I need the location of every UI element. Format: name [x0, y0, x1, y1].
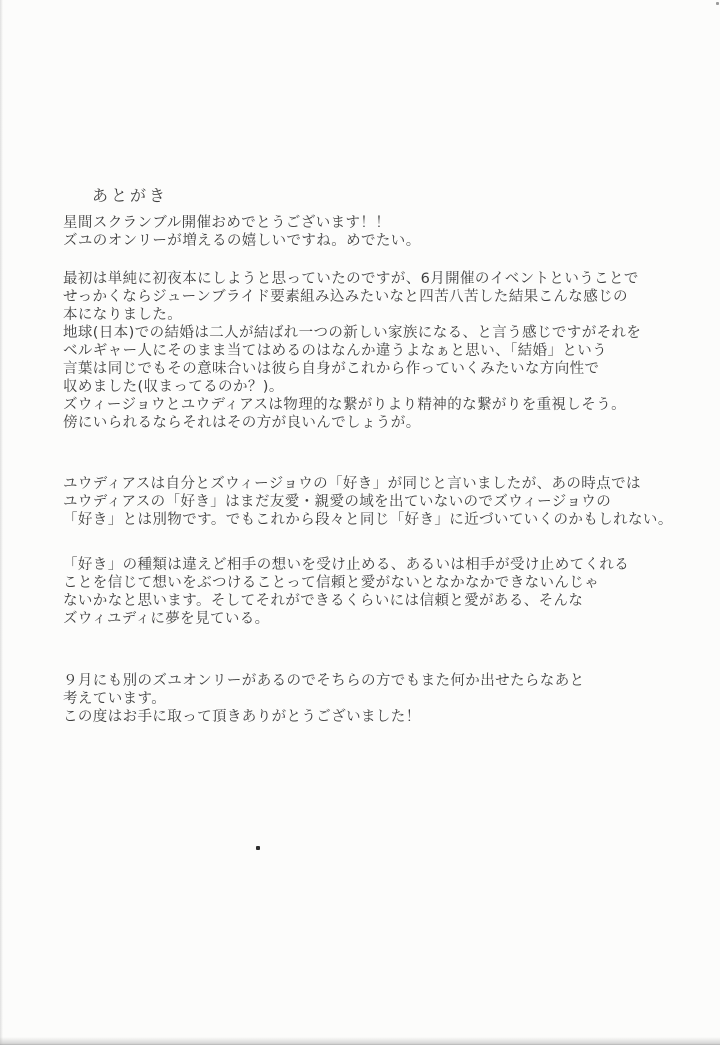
ink-speck	[256, 846, 260, 850]
paragraph-trust	[63, 556, 690, 628]
scan-speck-top-right	[716, 2, 719, 5]
text-line: 傍にいられるならそれはその方が良いんでしょうが。	[63, 415, 421, 431]
text-line: 考えています。	[63, 691, 167, 707]
text-line: 最初は単純に初夜本にしようと思っていたのですが、6月開催のイベントということで	[63, 271, 639, 287]
text-line: ことを信じて想いをぶつけることって信頼と愛がないとなかなかできないんじゃ	[63, 575, 600, 591]
text-line: ９月にも別のズユオンリーがあるのでそちらの方でもまた何か出せたらなあと	[63, 673, 585, 689]
scan-edge-bottom	[0, 1037, 720, 1045]
paragraph-suki	[63, 475, 690, 529]
paragraph-greeting	[63, 214, 690, 250]
paragraph-concept	[63, 270, 690, 432]
paragraph-closing	[63, 672, 690, 726]
text-line: 地球(日本)での結婚は二人が結ばれ一つの新しい家族になる、と言う感じですがそれを	[63, 325, 642, 341]
text-line: 本になりました。	[63, 307, 183, 323]
text-line: 「好き」の種類は違えど相手の想いを受け止める、あるいは相手が受け止めてくれる	[63, 557, 630, 573]
text-line: ズユのオンリーが増えるの嬉しいですね。めでたい。	[63, 233, 421, 249]
text-line: ズウィージョウとユウディアスは物理的な繋がりより精神的な繋がりを重視しそう。	[63, 397, 627, 413]
scan-edge-left	[0, 0, 3, 1045]
text-line: 星間スクランブル開催おめでとうございます！！	[63, 215, 391, 231]
text-line: ユウディアスは自分とズウィージョウの「好き」が同じと言いましたが、あの時点では	[63, 476, 641, 492]
text-line: 収めました(収まってるのか？)。	[63, 379, 284, 395]
text-line: ベルギャー人にそのまま当てはめるのはなんか違うよなぁと思い、「結婚」という	[63, 343, 608, 359]
text-line: この度はお手に取って頂きありがとうございました！	[63, 709, 421, 725]
page-title: あとがき	[92, 186, 169, 205]
text-line: 「好き」とは別物です。でもこれから段々と同じ「好き」に近づいていくのかもしれない。	[63, 512, 673, 528]
text-line: 言葉は同じでもその意味合いは彼ら自身がこれから作っていくみたいな方向性で	[63, 361, 600, 377]
text-line: ないかなと思います。そしてそれができるくらいには信頼と愛がある、そんな	[63, 593, 584, 609]
text-line: せっかくならジューンブライド要素組み込みたいなと四苦八苦した結果こんな感じの	[63, 289, 628, 305]
text-line: ユウディアスの「好き」はまだ友愛・親愛の域を出ていないのでズウィージョウの	[63, 494, 612, 510]
text-line: ズウィユディに夢を見ている。	[63, 611, 270, 627]
